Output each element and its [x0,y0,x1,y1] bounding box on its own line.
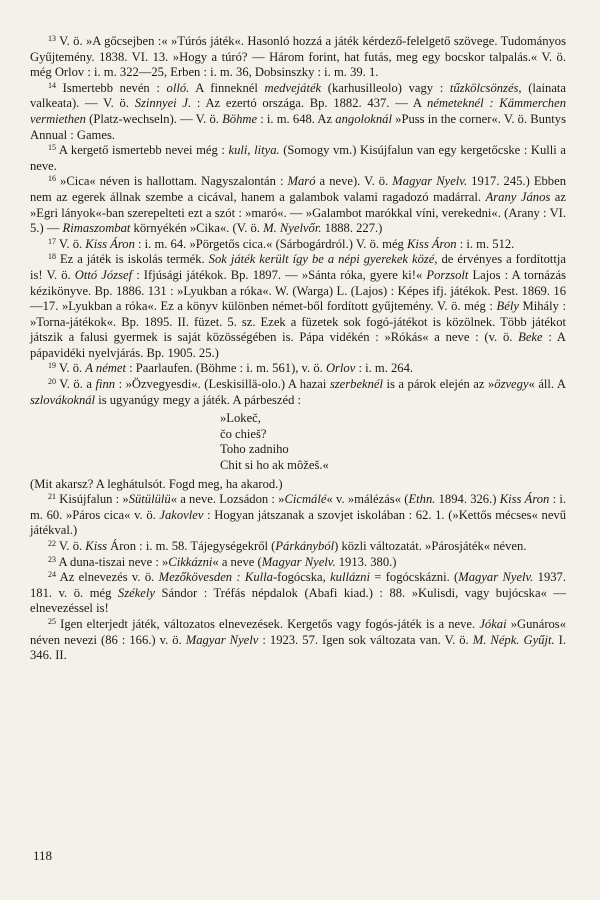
footnote-text: Kiss Áron [407,236,457,251]
footnote-text: : Hogyan játszanak a szovjet iskolában : 62. 1. (»Kettős mécses« nevű játékval.) [30,507,566,538]
footnote-text: (Somogy vm.) Kisújfalun van egy kergetőcske : Kulli a neve. [30,143,566,173]
footnote-text: »Cica« néven is hallottam. Nagyszalontán : [60,174,288,189]
footnote-text: M. Népk. Gyűjt. [472,632,555,647]
footnote-text: « a neve ( [212,554,262,569]
footnote-text: ) közli változatát. »Párosjáték« néven. [334,539,527,553]
footnote-text: V. ö. a [59,377,96,392]
footnote-text: Igen elterjedt játék, változatos elnevezések. Kergetős vagy fogós-játék is a neve. [60,616,480,631]
footnote-text: : i. m. 264. [355,361,414,376]
footnote-text: V. ö. [58,361,86,376]
footnote-number: 17 [48,236,56,246]
footnote-text: az »Egri lányok«-ban szerepelteti ezt a szót : »maró«. — »Galambot marókkal víni, verekedni«. (Arany : VI. 5.) — [30,189,566,236]
footnote-text: 1913. 380.) [335,554,397,569]
footnote-text: olló. [166,80,190,95]
footnote-text: Bély [496,299,519,314]
footnote-text: 1937. 181. v. ö. még [30,570,567,600]
footnote-text: de érvényes a fordítottja is! V. ö. [30,252,567,282]
footnote-text: I. 346. II. [30,632,566,663]
footnote-text: : i. m. 64. »Pörgetős cica.« (Sárbogárdról.) V. ö. még [134,236,408,251]
footnote-text: környékén »Cika«. (V. ö. [130,221,264,236]
footnote-text: « áll. A [528,377,566,392]
footnote-text: Szinnyei J. [134,96,192,111]
footnote-number: 14 [48,80,56,90]
footnote-18 [30,252,566,361]
footnote-text: Lajos : A tornázás kézikönyve. Bp. 1886. 131 : »Lyukban a róka«. W. (Warga) L. (Lajos) : Képes ifj. játékok. Pest. 1869. 16—17. »Lyukban a róka«. Ez a könyv különben német-ből fordított gyűjtemény. V. ö. még : [30,267,566,314]
footnote-text: « v. »málézás« ( [326,492,409,507]
footnote-text: szerbeknél [329,377,384,392]
footnote-text: kuli, litya. [228,143,280,158]
footnote-24 [30,570,566,617]
footnote-text: 1917. 245.) Ebben nem az egerek állnak szembe a cicával, hanem a galambok valami ragadozó madárral. [30,174,566,204]
footnote-13 [30,34,566,81]
footnote-text: Porzsolt [426,267,469,282]
footnote-text: medvejáték [264,80,322,95]
footnote-text: is a párok elején az » [383,377,495,392]
footnote-text: özvegy [494,377,529,392]
footnote-number: 19 [48,361,56,371]
footnote-text: »Puss in the corner«. V. ö. Buntys Annual : Games. [30,111,566,142]
footnote-23 [30,555,566,571]
footnote-16 [30,174,566,236]
footnote-text: Jókai [479,616,507,631]
footnote-14 [30,81,566,143]
footnote-text: Kiss Áron [499,492,550,507]
footnotes-block [30,34,566,664]
footnote-text: A német [85,361,126,376]
footnote-number: 24 [48,570,56,580]
footnote-number: 22 [48,539,56,548]
poem-line: čo chieš? [220,426,267,441]
footnote-text: Böhme [222,111,258,126]
footnote-text: V. ö. [58,539,86,553]
footnote-text: Magyar Nyelv. [458,570,534,585]
footnote-number: 18 [48,252,56,262]
footnote-text: Ethn. [408,492,436,507]
footnote-15 [30,143,566,174]
footnote-text: = fogócskázni. ( [369,570,459,585]
footnote-text: Rimaszombat [62,221,131,236]
footnote-text: (Platz-wechseln). — V. ö. [85,111,223,126]
footnote-text: 1888. 227.) [321,221,383,236]
footnote-text: Ottó József [74,267,133,282]
footnote-text: 1894. 326.) [435,492,500,507]
footnote-text: Székely [117,585,155,600]
footnote-text: Cikkázni [168,554,213,569]
footnote-text: a neve). V. ö. [315,174,393,189]
footnote-number: 20 [48,377,56,387]
footnote-25 [30,617,566,664]
footnote-text: Jakovlev [159,507,204,522]
poem-line: Toho zadniho [220,442,289,457]
footnote-number: 21 [48,492,56,502]
poem-line: Chit si ho ak môžeš.« [220,458,329,473]
footnote-text: : Paarlaufen. (Böhme : i. m. 561), v. ö. [125,361,326,376]
footnote-text: Sok játék került így be a népi gyerekek közé, [208,252,438,267]
footnote-22 [30,539,566,555]
footnote-text: is ugyanúgy megy a játék. A párbeszéd : [95,392,302,407]
footnote-text: finn [95,377,116,392]
footnote-text: A finneknél [189,80,265,95]
footnote-text: (karhusilleolo) vagy : [321,80,450,95]
footnote-text: Kiss Áron [85,236,135,251]
footnote-text: németeknél : Kämmerchen vermiethen [30,96,566,126]
footnote-text: Áron : i. m. 58. Tájegységekről ( [107,539,276,553]
footnote-text: Mezőkövesden : Kulla [158,570,273,585]
footnote-text: Orlov [325,361,356,376]
footnote-text: Kiss [85,539,107,553]
poem-line: »Lokeč, [220,411,261,426]
footnote-number: 25 [48,616,56,626]
footnote-text: A kergető ismertebb nevei még : [58,143,229,158]
footnote-text: Az elnevezés v. ö. [59,570,159,585]
footnote-text: Magyar Nyelv. [392,174,468,189]
footnote-text: V. ö. [58,236,86,251]
poem-quote [220,411,566,473]
footnote-text: angoloknál [335,111,392,126]
footnote-text: -fogócska, [272,570,331,585]
footnote-21 [30,492,566,539]
footnote-text: : Ifjúsági játékok. Bp. 1897. — »Sánta róka, gyere ki!« [132,267,427,282]
footnote-text: : Az ezertó országa. Bp. 1882. 437. — A [191,96,427,111]
footnote-text: : i. m. 512. [456,236,515,251]
footnote-text: : 1923. 57. Igen sok változata van. V. ö. [258,632,473,647]
footnote-text: M. Nyelvőr. [263,221,322,236]
footnote-text: V. ö. »A gőcsejben :« »Túrós játék«. Hasonló hozzá a játék kérdező-felelgető szövege. Tudományos Gyűjtemény. 1838. VI. 13. »Hogy a túró? — Három forint, hat futás, meg egy bocskor talpalás.« V. ö. még Orlov : i. m. 322—25, Erben : i. m. 36, Dobsinszky : i. m. 39. 1. [30,34,567,80]
footnote-text: Sándor : Tréfás népdalok (Abafi kiad.) : 88. »Kulisdi, vagy bujócska« — elnevezéssel is! [30,585,566,616]
footnote-text: Beke [518,330,543,345]
footnote-text: : i. m. 60. »Páros cica« v. ö. [30,492,566,522]
footnote-text: « a neve. Lozsádon : » [170,492,285,507]
footnote-text: Magyar Nyelv. [261,554,336,569]
footnote-text: Magyar Nyelv [185,632,259,647]
footnote-text: Ismertebb nevén : [62,80,167,95]
footnote-text: kullázni [330,570,370,585]
page-number: 118 [33,848,53,863]
footnote-number: 23 [48,554,56,564]
footnote-text: Maró [287,174,316,189]
footnote-text: »Gunáros« néven nevezi (86 : 166.) v. ö. [30,616,567,647]
footnote-text: Arany János [485,189,551,204]
footnote-text: Cicmálé [284,492,327,507]
footnote-20 [30,377,566,408]
footnote-19 [30,361,566,377]
footnote-text: tűzkölcsönzés, [449,80,522,95]
footnote-text: Ez a játék is iskolás termék. [59,252,209,267]
footnote-text: Sütülülü [128,492,171,507]
footnote-number: 15 [48,143,56,153]
footnote-text: : i. m. 648. Az [257,111,336,126]
footnote-text: : »Özvegyesdi«. (Leskisillä-olo.) A hazai [115,377,330,392]
footnote-text: A duna-tiszai neve : » [58,554,169,569]
footnote-17 [30,237,566,253]
footnote-text: Párkányból [275,539,335,553]
footnote-number: 13 [48,34,56,43]
footnote-text: (lainata valkeata). — V. ö. [30,80,567,111]
poem-translation: (Mit akarsz? A leghátulsót. Fogd meg, ha akarod.) [30,476,283,491]
footnote-text: Kisújfalun : » [59,492,129,507]
footnote-number: 16 [48,174,56,184]
footnote-text: szlovákoknál [30,392,96,407]
footnote-text: Mihály : »Torna-játékok«. Bp. 1895. II. füzet. 5. sz. Ezek a füzetek sok fogó-játékot is közölnek. Több játékot játszik a falusi gyermek is saját közösségében is. Pápa vidékén : »Rókás« a neve : (v. ö. [30,299,566,345]
footnote-text: : A pápavidéki nyelvjárás. Bp. 1905. 25.) [30,330,566,360]
